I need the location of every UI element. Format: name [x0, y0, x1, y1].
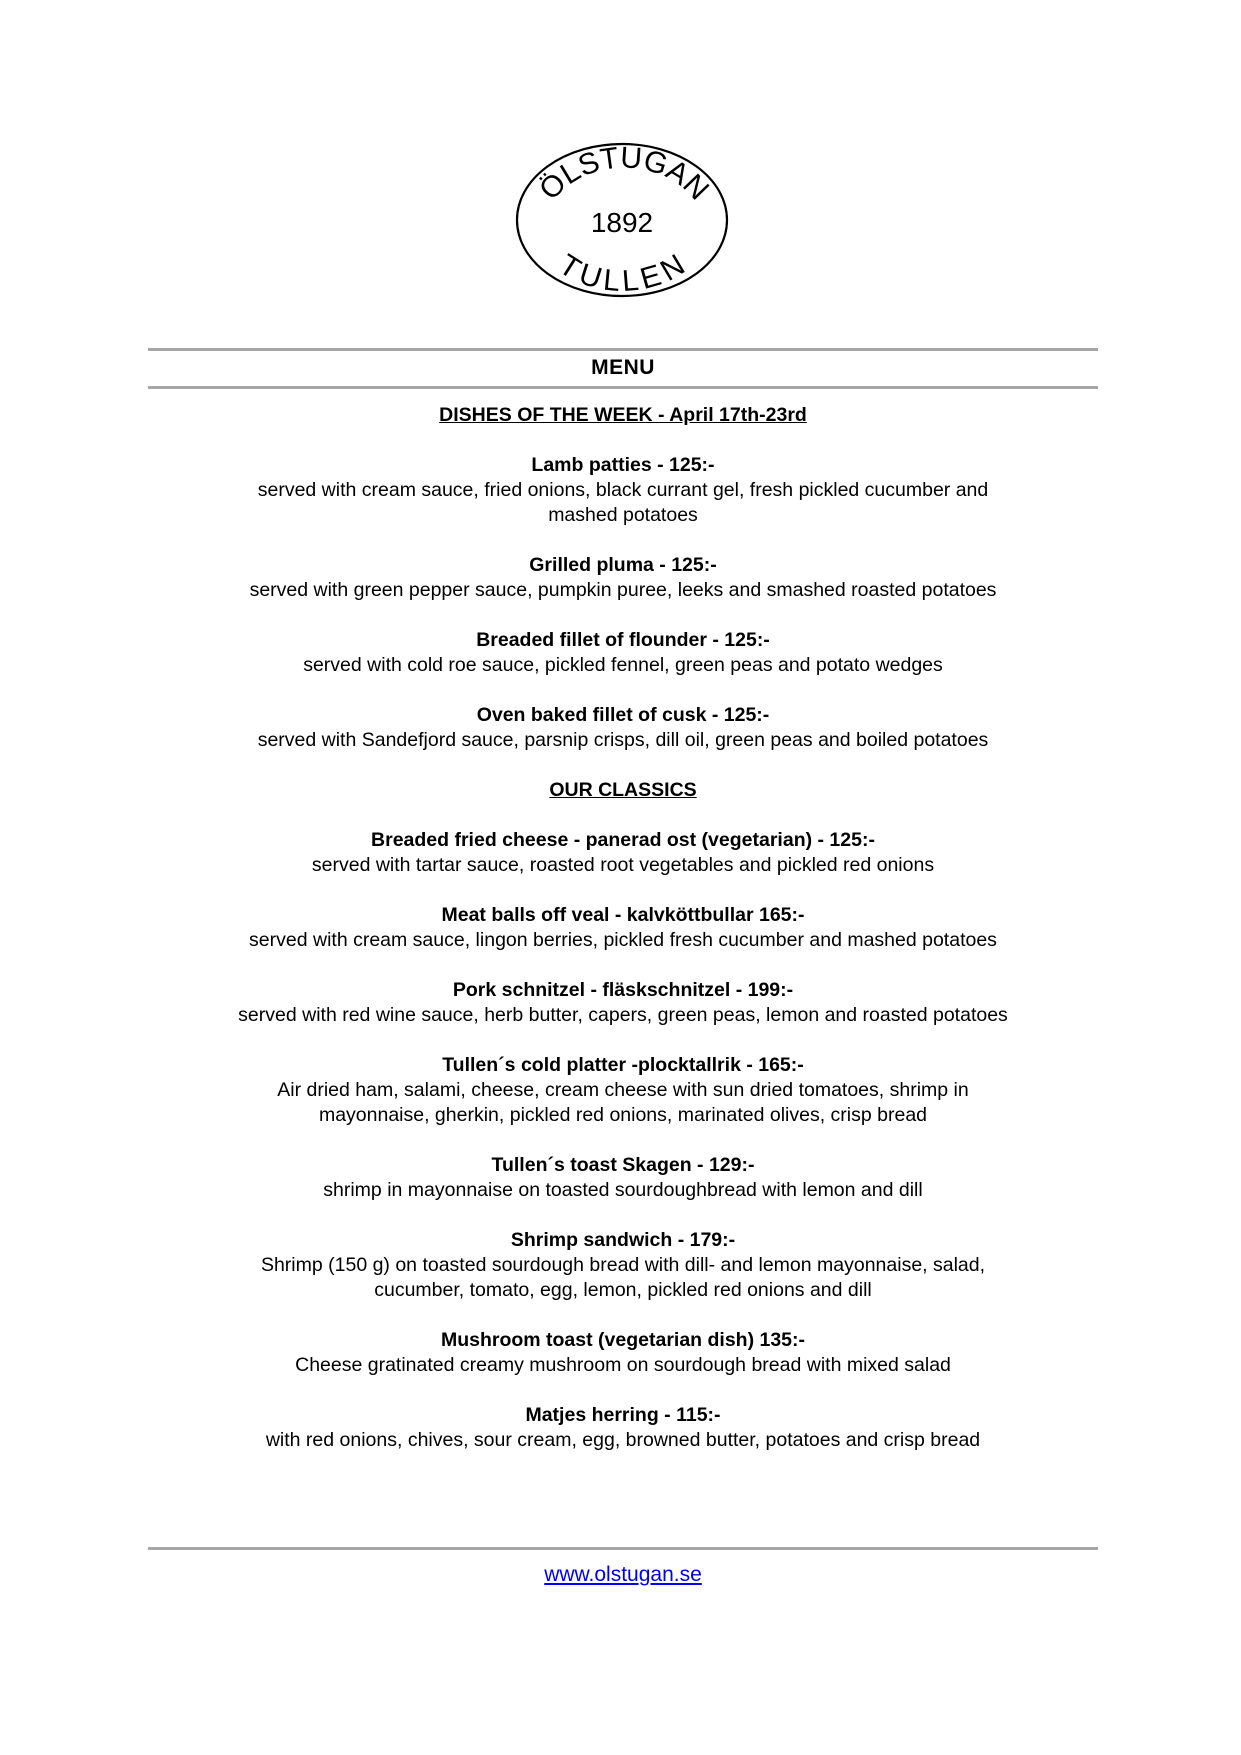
- logo-year: 1892: [590, 207, 654, 238]
- footer-divider: [148, 1547, 1098, 1550]
- dish-name: Tullen´s cold platter -plocktallrik - 165:-: [442, 1054, 804, 1076]
- dish-name: Oven baked fillet of cusk - 125:-: [476, 704, 770, 726]
- dish-item: [148, 453, 1098, 528]
- dish-item: [148, 1053, 1098, 1128]
- dish-name: Breaded fillet of flounder - 125:-: [476, 629, 770, 651]
- menu-content: [148, 403, 1098, 1478]
- dish-description: Cheese gratinated creamy mushroom on sourdough bread with mixed salad: [295, 1354, 951, 1376]
- dishes-of-week-heading: DISHES OF THE WEEK - April 17th-23rd: [439, 404, 807, 426]
- dish-description: served with cold roe sauce, pickled fennel, green peas and potato wedges: [303, 654, 943, 676]
- dish-description: served with red wine sauce, herb butter, capers, green peas, lemon and roasted potatoes: [238, 1004, 1008, 1026]
- dish-item: [148, 1153, 1098, 1203]
- dish-description: shrimp in mayonnaise on toasted sourdoughbread with lemon and dill: [323, 1179, 923, 1201]
- dish-description: Shrimp (150 g) on toasted sourdough bread with dill- and lemon mayonnaise, salad, cucumber, tomato, egg, lemon, pickled red onions and dill: [260, 1254, 986, 1301]
- dish-name: Shrimp sandwich - 179:-: [510, 1229, 736, 1251]
- website-link[interactable]: www.olstugan.se: [544, 1563, 702, 1586]
- top-divider: [148, 348, 1098, 351]
- dish-name: Pork schnitzel - fläskschnitzel - 199:-: [452, 979, 794, 1001]
- dish-item: [148, 828, 1098, 878]
- dish-name: Breaded fried cheese - panerad ost (vegetarian) - 125:-: [371, 829, 875, 851]
- dish-item: [148, 628, 1098, 678]
- dish-item: [148, 978, 1098, 1028]
- dish-description: Air dried ham, salami, cheese, cream cheese with sun dried tomatoes, shrimp in mayonnaise, gherkin, pickled red onions, marinated olives, crisp bread: [277, 1079, 969, 1126]
- restaurant-logo: [514, 140, 730, 300]
- logo-bottom-text: TULLEN: [553, 248, 691, 299]
- dish-name: Meat balls off veal - kalvköttbullar 165:-: [441, 904, 805, 926]
- logo-top-text: ÖLSTUGAN: [533, 141, 716, 207]
- footer: [148, 1563, 1098, 1587]
- dish-name: Grilled pluma - 125:-: [529, 554, 717, 576]
- dish-description: with red onions, chives, sour cream, egg, browned butter, potatoes and crisp bread: [265, 1429, 981, 1451]
- title-divider: [148, 386, 1098, 389]
- dish-description: served with green pepper sauce, pumpkin puree, leeks and smashed roasted potatoes: [249, 579, 997, 601]
- dish-item: [148, 1328, 1098, 1378]
- dish-name: Tullen´s toast Skagen - 129:-: [491, 1154, 755, 1176]
- dish-item: [148, 703, 1098, 753]
- dish-item: [148, 1403, 1098, 1453]
- dish-description: served with cream sauce, fried onions, black currant gel, fresh pickled cucumber and mashed potatoes: [257, 479, 989, 526]
- classics-heading: OUR CLASSICS: [549, 779, 697, 801]
- dish-description: served with cream sauce, lingon berries, pickled fresh cucumber and mashed potatoes: [249, 929, 997, 951]
- dish-description: served with tartar sauce, roasted root vegetables and pickled red onions: [311, 854, 935, 876]
- logo-emblem: [514, 140, 730, 300]
- dish-name: Mushroom toast (vegetarian dish) 135:-: [440, 1329, 806, 1351]
- dish-name: Matjes herring - 115:-: [525, 1404, 721, 1426]
- dish-item: [148, 903, 1098, 953]
- dish-item: [148, 1228, 1098, 1303]
- dish-name: Lamb patties - 125:-: [531, 454, 715, 476]
- dish-item: [148, 553, 1098, 603]
- menu-title: MENU: [591, 356, 655, 379]
- dish-description: served with Sandefjord sauce, parsnip crisps, dill oil, green peas and boiled potatoes: [257, 729, 989, 751]
